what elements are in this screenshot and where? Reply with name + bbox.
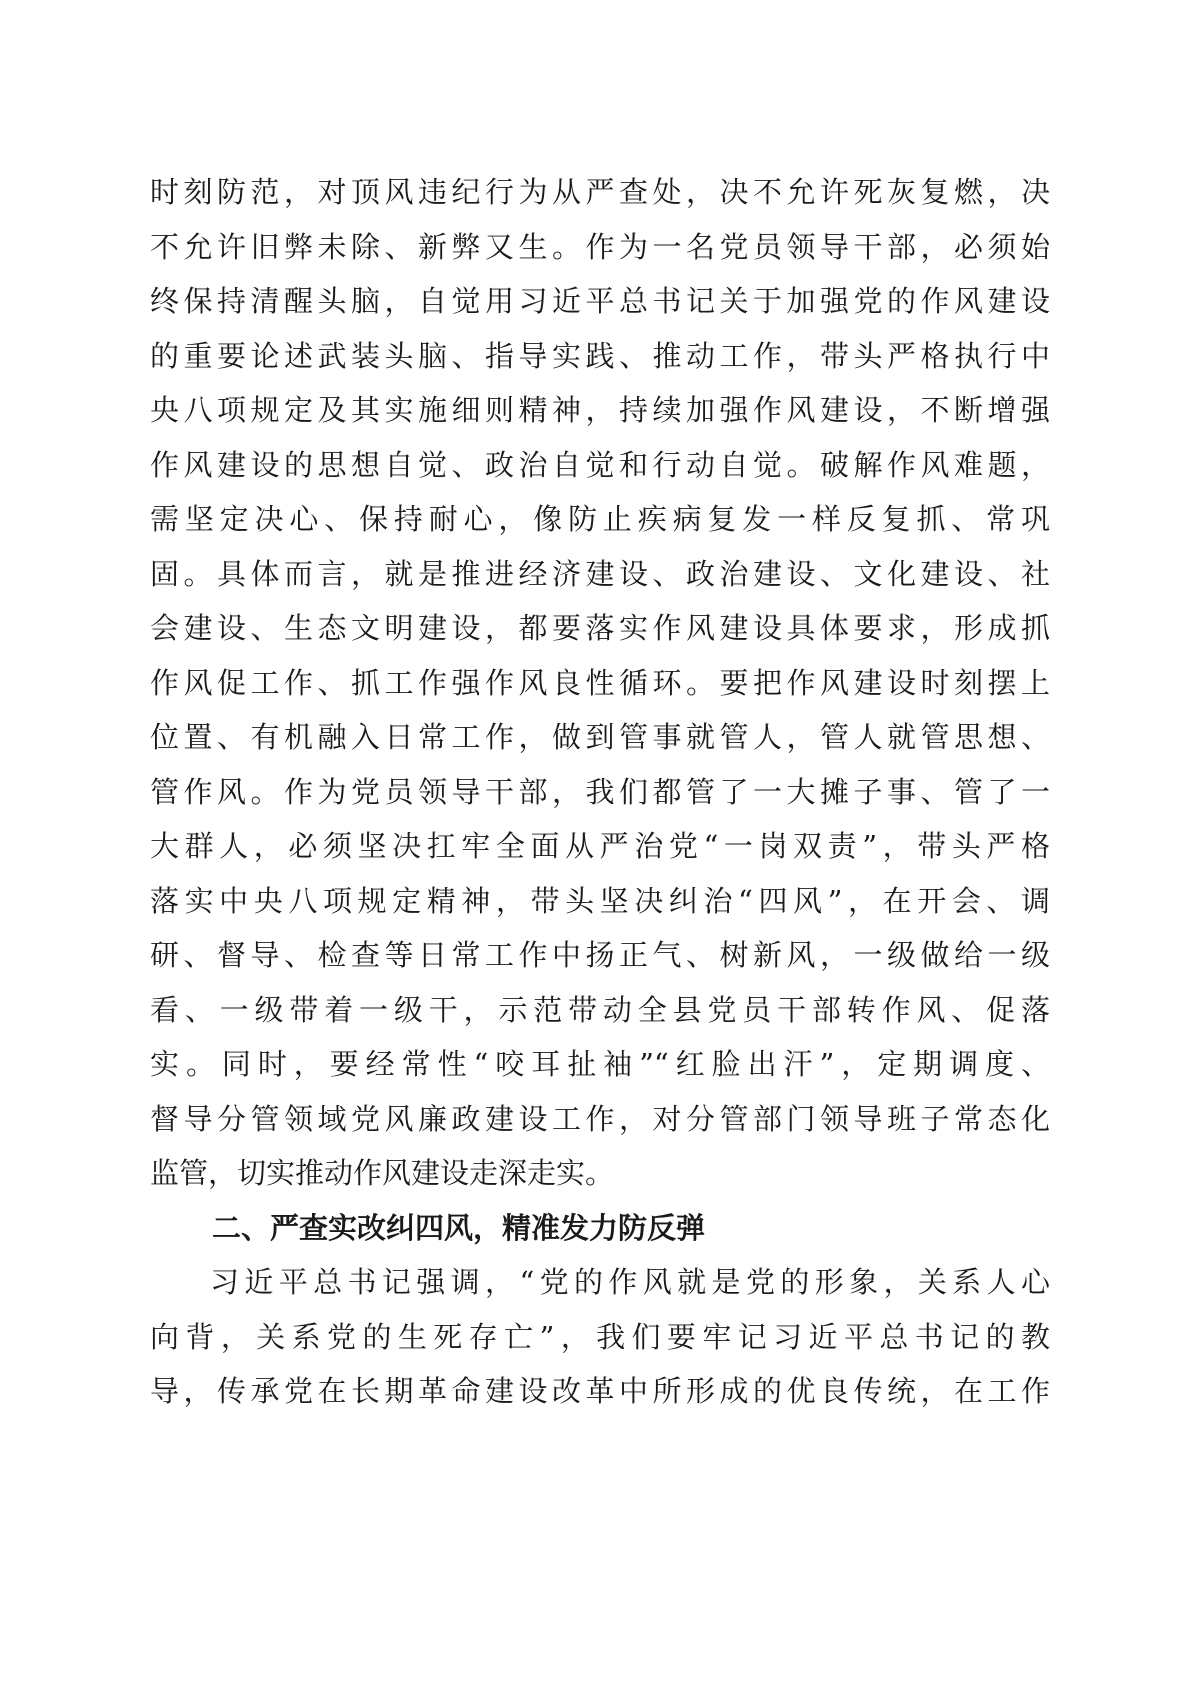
text-line: 作风促工作、抓工作强作风良性循环。要把作风建设时刻摆上 [150,665,1050,700]
text-line: 向背，关系党的生死存亡”，我们要牢记习近平总书记的教 [150,1319,1050,1354]
text-line: 位置、有机融入日常工作，做到管事就管人，管人就管思想、 [150,720,1050,754]
document-body [150,165,1050,1419]
text-line: 大群人，必须坚决扛牢全面从严治党“一岗双责”，带头严格 [150,829,1050,863]
text-line: 实。同时，要经常性“咬耳扯袖”“红脸出汗”，定期调度、 [150,1047,1050,1081]
text-line: 看、一级带着一级干，示范带动全县党员干部转作风、促落 [150,992,1050,1027]
text-line: 研、督导、检查等日常工作中扬正气、树新风，一级做给一级 [150,938,1050,972]
text-line: 监管，切实推动作风建设走深走实。 [150,1156,615,1190]
text-line: 固。具体而言，就是推进经济建设、政治建设、文化建设、社 [150,556,1050,591]
paragraph-2 [150,1255,1050,1419]
paragraph-1 [150,165,1050,1201]
text-line: 时刻防范，对顶风违纪行为从严查处，决不允许死灰复燃，决 [150,175,1050,209]
text-line: 导，传承党在长期革命建设改革中所形成的优良传统，在工作 [150,1374,1050,1408]
text-line: 落实中央八项规定精神，带头坚决纠治“四风”，在开会、调 [150,883,1050,918]
text-line: 管作风。作为党员领导干部，我们都管了一大摊子事、管了一 [150,774,1050,809]
text-line: 不允许旧弊未除、新弊又生。作为一名党员领导干部，必须始 [150,229,1050,264]
text-line: 会建设、生态文明建设，都要落实作风建设具体要求，形成抓 [150,611,1050,645]
text-line: 需坚定决心、保持耐心，像防止疾病复发一样反复抓、常巩 [150,502,1050,536]
text-line: 作风建设的思想自觉、政治自觉和行动自觉。破解作风难题， [150,447,1050,482]
text-line: 习近平总书记强调，“党的作风就是党的形象，关系人心 [210,1265,1050,1299]
text-line: 的重要论述武装头脑、指导实践、推动工作，带头严格执行中 [150,338,1050,373]
text-line: 终保持清醒头脑，自觉用习近平总书记关于加强党的作风建设 [150,284,1050,318]
section-heading: 二、严查实改纠四风，精准发力防反弹 [212,1210,706,1245]
text-line: 央八项规定及其实施细则精神，持续加强作风建设，不断增强 [150,393,1050,427]
text-line: 督导分管领域党风廉政建设工作，对分管部门领导班子常态化 [150,1101,1050,1136]
